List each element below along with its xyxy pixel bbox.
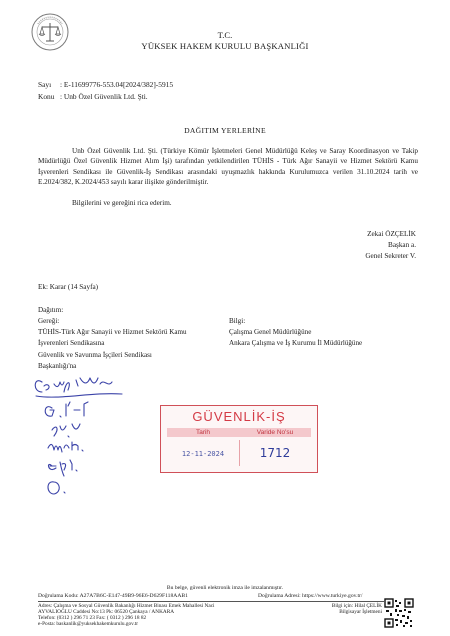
konu-label: Konu	[38, 92, 55, 101]
geregi-line: Başkanlığı'na	[38, 362, 77, 370]
stamp-title: GÜVENLİK-İŞ	[192, 409, 286, 424]
document-title: DAĞITIM YERLERİNE	[184, 126, 266, 135]
qr-code-icon	[384, 598, 414, 628]
footer-divider	[38, 601, 414, 602]
footer-address-1: Adres: Çalışma ve Sosyal Güvenlik Bakanlığı Hizmet Binası Emek Mahallesi Naci	[38, 603, 215, 609]
konu-value: : Unb Özel Güvenlik Ltd. Şti.	[60, 92, 148, 101]
distribution-label: Dağıtım:	[38, 306, 64, 314]
bilgi-line: Ankara Çalışma ve İş Kurumu İl Müdürlüğüne	[229, 339, 363, 347]
verification-code: Doğrulama Kodu: A27A7B6C-E147-49B9-96E6-D629F118AAB1	[38, 593, 188, 599]
footer-phone: Telefon: (0312 ) 296 71 23 Fax: ( 0312 ) 296 18 82	[38, 615, 147, 621]
footer-address-2: AYVALIOĞLU Caddesi No:13 Pk: 06520 Çankaya / ANKARA	[38, 609, 175, 615]
footer-email: e-Posta: baskanlik@yuksekhakemkurulu.gov.tr	[38, 621, 139, 627]
footer-contact-title: Bilgisayar İşletmeni	[339, 609, 382, 615]
geregi-label: Gereği:	[38, 317, 60, 325]
signatory-title-1: Başkan a.	[388, 241, 416, 249]
signatory-title-2: Genel Sekreter V.	[365, 252, 416, 260]
geregi-line: TÜHİS-Türk Ağır Sanayii ve Hizmet Sektörü Kamu	[38, 328, 187, 336]
stamp-date-value: 12-11-2024	[181, 450, 225, 458]
stamp-date-label: Tarih	[195, 429, 211, 436]
esign-note: Bu belge, güvenli elektronik imza ile imzalanmıştır.	[166, 585, 284, 591]
sayi-value: : E-11699776-553.04[2024/382]-5915	[60, 80, 174, 89]
geregi-line: Güvenlik ve Savunma İşçileri Sendikası	[38, 351, 152, 359]
header-line-tc: T.C.	[217, 30, 233, 40]
incoming-mail-stamp	[160, 405, 318, 473]
stamp-number-value: 1712	[259, 446, 291, 460]
handwritten-annotation	[30, 370, 150, 510]
body-paragraph-1: Unb Özel Güvenlik Ltd. Şti. (Türkiye Kömür İşletmeleri Genel Müdürlüğü Keleş ve Saray Koordinasyon ve Takip Müdürlüğü Özel Güvenlik Hizmet Alım İşi) tarafından yetkilendirilen TÜHİS - Türk Ağır Sanayii ve Hizmet Sektörü Kamu İşverenleri Sendikası ile Güvenlik-İş Sendikası arasındaki uyuşmazlık hakkında Kurulumuzca verilen 31.10.2024 tarih ve E.2024/382, K.2024/453 sayılı karar ilişikte gönderilmiştir.	[38, 147, 418, 187]
stamp-number-label: Varide No'su	[256, 429, 294, 436]
geregi-line: İşverenleri Sendikasına	[38, 339, 105, 347]
header-institution-name: YÜKSEK HAKEM KURULU BAŞKANLIĞI	[141, 41, 309, 51]
bilgi-line: Çalışma Genel Müdürlüğüne	[229, 328, 312, 336]
footer-contact-name: Bilgi için: Hilal ÇELİK	[331, 603, 382, 609]
verification-address: Doğrulama Adresi: https://www.turkiye.gov.tr/	[258, 593, 363, 599]
bilgi-label: Bilgi:	[229, 317, 246, 325]
sayi-label: Sayı	[38, 80, 52, 89]
signatory-name: Zekai ÖZÇELİK	[367, 230, 416, 238]
attachment-note: Ek: Karar (14 Sayfa)	[38, 283, 99, 291]
body-paragraph-2: Bilgilerini ve gereğini rica ederim.	[72, 199, 172, 207]
